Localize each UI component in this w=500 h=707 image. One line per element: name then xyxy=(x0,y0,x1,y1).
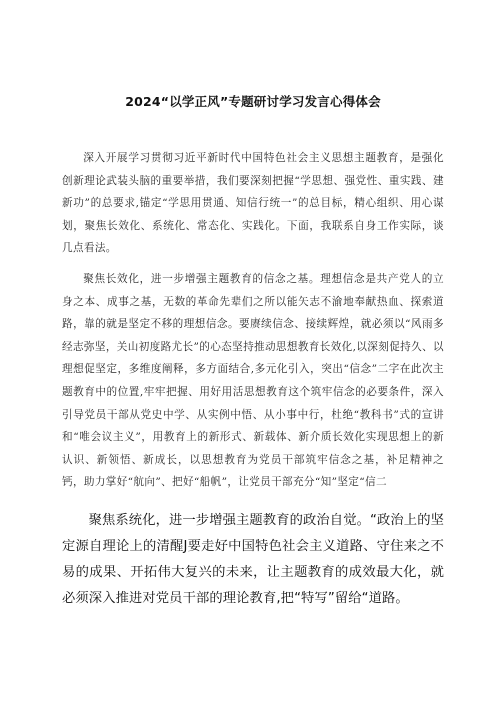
paragraph-long-term: 聚焦长效化，进一步增强主题教育的信念之基。理想信念是共产党人的立身之本、成事之基，无数的革命先辈们之所以能矢志不渝地奉献热血、探索道路，靠的就是坚定不移的理想信念。要赓续信念、接续辉煌，就必须以“风雨多经志弥坚，关山初度路尤长”的心态坚持推动思想教育长效化,以深刻促持久、以理想促坚定，多维度阐释，多方面结合,多元化引入，突出“信念”二字在此次主题教育中的位置,牢牢把握、用好用活思想教育这个筑牢信念的必要条件，深入引导党员干部从党史中学、从实例中悟、从小事中行，杜绝“教科书”式的宣讲和“唯会议主义”，用教育上的新形式、新载体、新介质长效化实现思想上的新认识、新领悟、新成长，以思想教育为党员干部筑牢信念之基，补足精神之钙，助力掌好“航向”、把好“船帆”，让党员干部充分“知”坚定“信二 xyxy=(62,272,444,489)
paragraph-intro: 深入开展学习贯彻习近平新时代中国特色社会主义思想主题教育，是强化创新理论武装头脑的重要举措，我们要深刻把握“学思想、强党性、重实践、建新功”的总要求,锚定“学思用贯通、知信行统一”的总目标，精心组织、用心谋划，聚焦长效化、系统化、常态化、实践化。下面，我联系自身工作实际，谈几点看法。 xyxy=(62,152,444,255)
paragraph-systematic: 聚焦系统化，进一步增强主题教育的政治自觉。“政治上的坚定源自理论上的清醒J要走好中国特色社会主义道路、守住来之不易的成果、开拓伟大复兴的未来，让主题教育的成效最大化，就必须深入推进对党员干部的理论教育,把“特写”留给“道路。 xyxy=(62,512,444,606)
document-title: 2024“以学正风”专题研讨学习发言心得体会 xyxy=(125,94,381,109)
document-body xyxy=(62,147,444,612)
